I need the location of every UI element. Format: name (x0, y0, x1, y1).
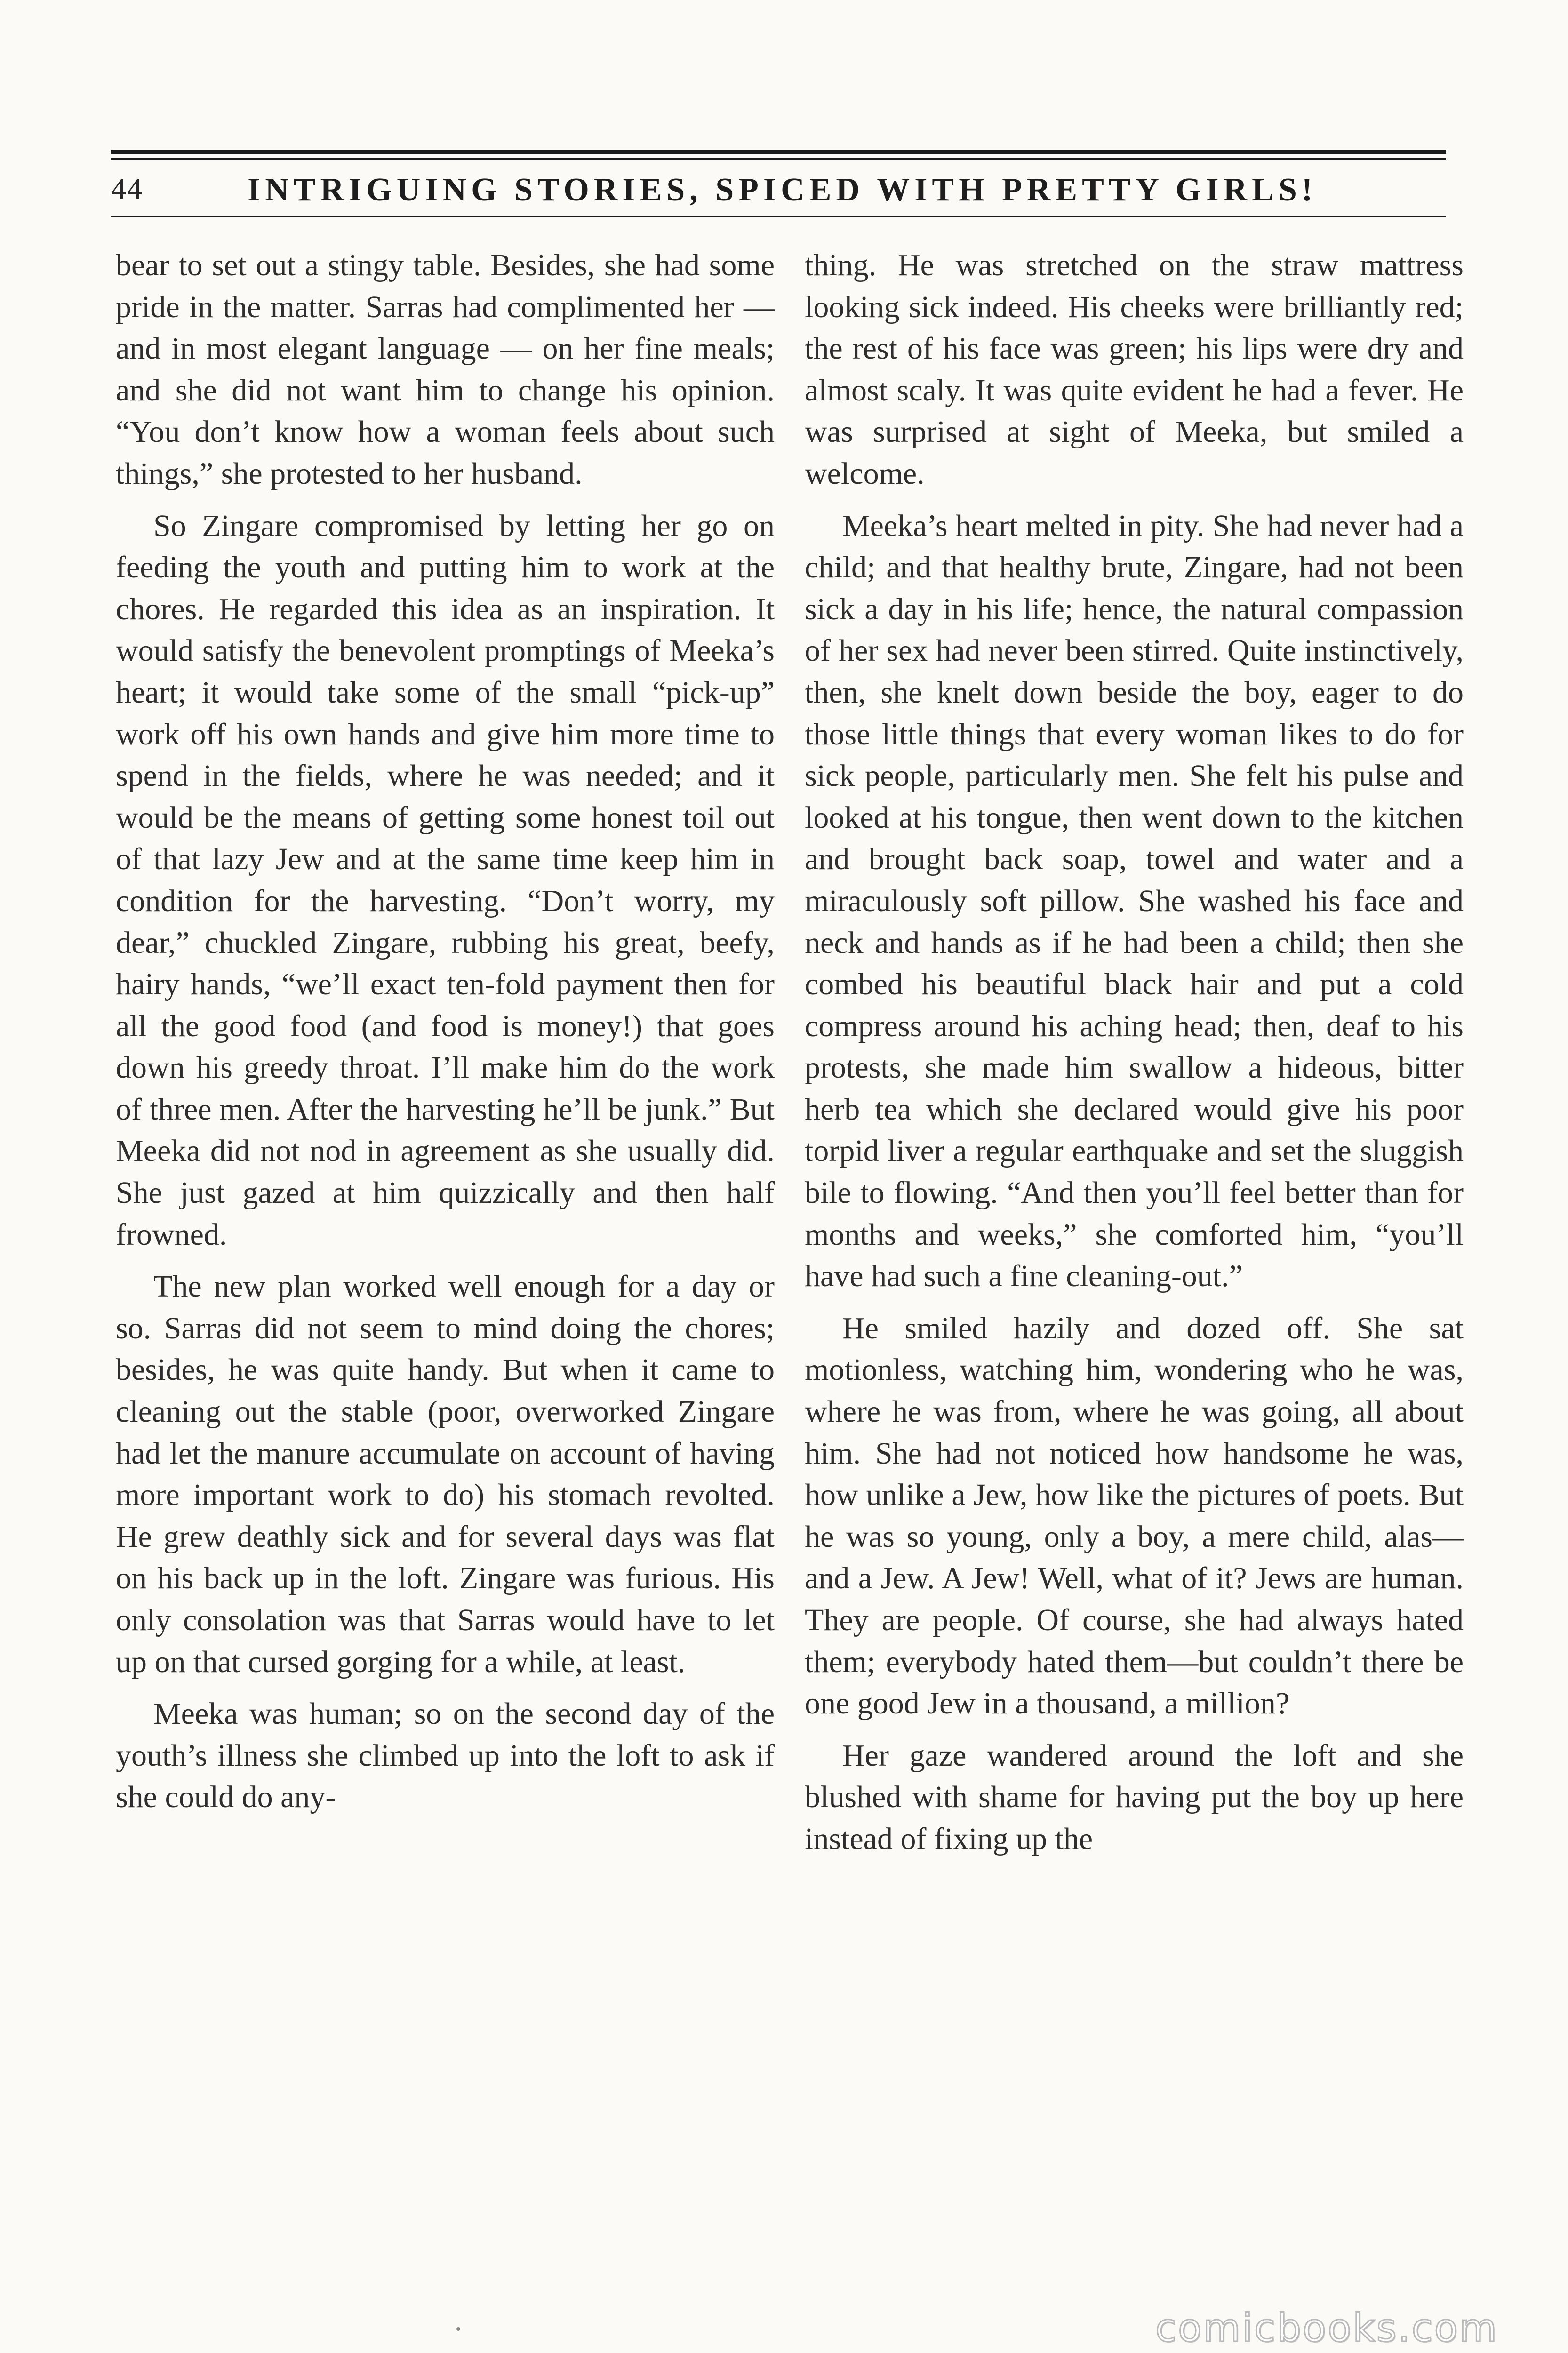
paragraph: bear to set out a stingy table. Besides, she had some pride in the matter. Sarras had complimented her — and in most elegant language — on her fine meals; and she did not want him to change his opinion. “You don’t know how a woman feels about such things,” she protested to her husband. (116, 248, 775, 491)
header-rule-bottom (111, 216, 1446, 217)
page-header (111, 165, 1446, 214)
paragraph: Meeka’s heart melted in pity. She had never had a child; and that healthy brute, Zingare, had not been sick a day in his life; hence, the natural compassion of her sex had never been stirred. Quite instinctively, then, she knelt down beside the boy, eager to do those little things that every woman likes to do for sick people, particularly men. She felt his pulse and looked at his tongue, then went down to the kitchen and brought back soap, towel and water and a miraculously soft pillow. She washed his face and neck and hands as if he had been a child; then she combed his beautiful black hair and put a cold compress around his aching head; then, deaf to his protests, she made him swallow a hideous, bitter herb tea which she declared would give his poor torpid liver a regular earthquake and set the sluggish bile to flowing. “And then you’ll feel better than for months and weeks,” she comforted him, “you’ll have had such a fine cleaning-out.” (805, 508, 1464, 1294)
paragraph: Her gaze wandered around the loft and she blushed with shame for having put the boy up here instead of fixing up the (805, 1738, 1464, 1856)
paragraph: The new plan worked well enough for a day or so. Sarras did not seem to mind doing the chores; besides, he was quite handy. But when it came to cleaning out the stable (poor, overworked Zingare had let the manure accumulate on account of having more important work to do) his stomach revolted. He grew deathly sick and for several days was flat on his back up in the loft. Zingare was furious. His only consolation was that Sarras would have to let up on that cursed gorging for a while, at least. (116, 1269, 775, 1679)
right-column (805, 245, 1464, 2221)
header-rule-top (111, 150, 1446, 154)
running-head: INTRIGUING STORIES, SPICED WITH PRETTY GIRLS! (248, 172, 1318, 208)
page-speck (456, 2327, 460, 2331)
left-column (116, 245, 775, 2221)
watermark: comicbooks.com (1155, 2306, 1498, 2351)
page-number: 44 (111, 172, 143, 205)
paragraph: He smiled hazily and dozed off. She sat motionless, watching him, wondering who he was, where he was from, where he was going, all about him. She had not noticed how handsome he was, how unlike a Jew, how like the pictures of poets. But he was so young, only a boy, a mere child, alas—and a Jew. A Jew! Well, what of it? Jews are human. They are people. Of course, she had always hated them; everybody hated them—but couldn’t there be one good Jew in a thousand, a million? (805, 1311, 1464, 1721)
paragraph: So Zingare compromised by letting her go on feeding the youth and putting him to work at the chores. He regarded this idea as an inspiration. It would satisfy the benevolent promptings of Meeka’s heart; it would take some of the small “pick-up” work off his own hands and give him more time to spend in the fields, where he was needed; and it would be the means of getting some honest toil out of that lazy Jew and at the same time keep him in condition for the harvesting. “Don’t worry, my dear,” chuckled Zingare, rubbing his great, beefy, hairy hands, “we’ll exact ten-fold payment then for all the good food (and food is money!) that goes down his greedy throat. I’ll make him do the work of three men. After the harvesting he’ll be junk.” But Meeka did not nod in agreement as she usually did. She just gazed at him quizzically and then half frowned. (116, 508, 775, 1252)
paragraph: Meeka was human; so on the second day of the youth’s illness she climbed up into the loft to ask if she could do any- (116, 1697, 775, 1815)
header-rule-thin (111, 158, 1446, 160)
paragraph: thing. He was stretched on the straw mattress looking sick indeed. His cheeks were brilliantly red; the rest of his face was green; his lips were dry and almost scaly. It was quite evident he had a fever. He was surprised at sight of Meeka, but smiled a welcome. (805, 248, 1464, 491)
